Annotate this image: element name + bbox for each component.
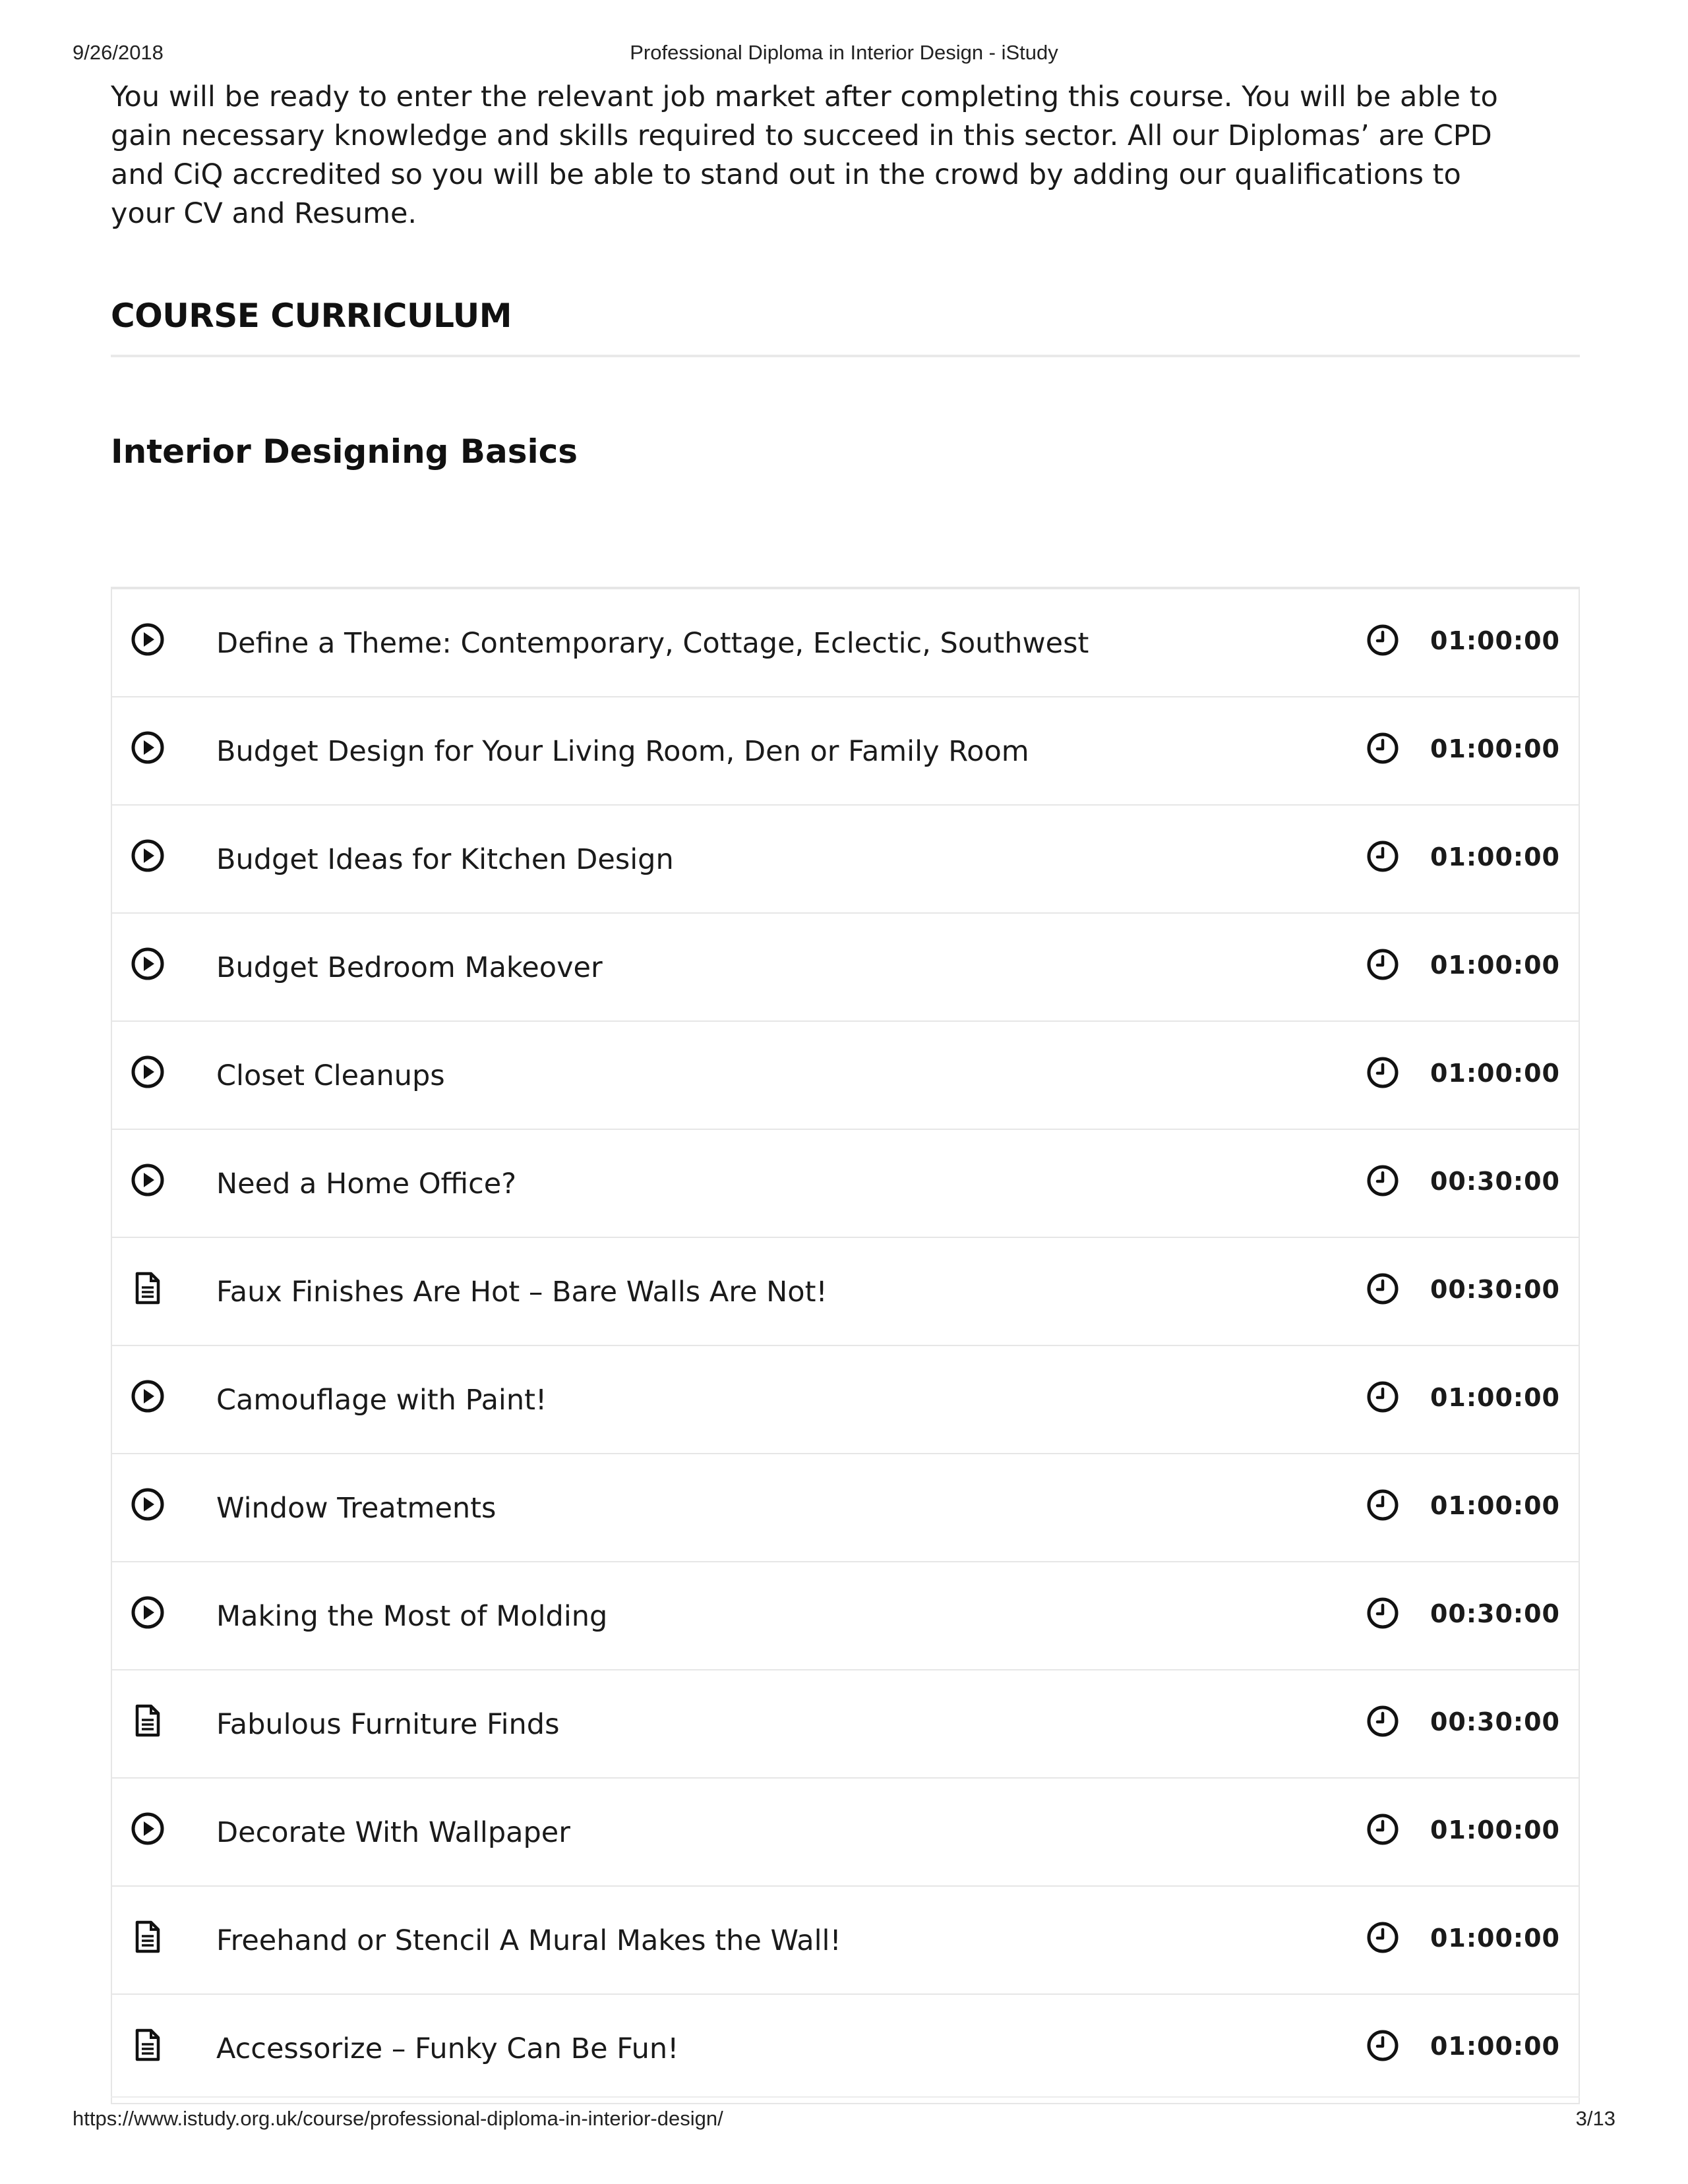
lesson-title[interactable]: Decorate With Wallpaper (216, 1816, 570, 1849)
play-circle-icon (129, 1486, 166, 1523)
lesson-duration: 01:00:00 (1430, 2032, 1560, 2061)
page-number: 3/13 (1575, 2107, 1615, 2130)
lesson-row[interactable] (112, 914, 1579, 1022)
lesson-row[interactable] (112, 1346, 1579, 1454)
print-page-title: Professional Diploma in Interior Design - iStudy (630, 41, 1058, 64)
curriculum-lesson-list (111, 587, 1580, 2104)
play-circle-icon (129, 1594, 166, 1631)
course-content (111, 78, 1580, 2065)
lesson-duration: 01:00:00 (1430, 1491, 1560, 1520)
lesson-duration: 01:00:00 (1430, 842, 1560, 871)
lesson-title[interactable]: Budget Design for Your Living Room, Den or Family Room (216, 735, 1029, 768)
footer-divider (111, 2096, 1580, 2098)
clock-icon (1365, 1163, 1401, 1198)
lesson-title[interactable]: Closet Cleanups (216, 1059, 445, 1092)
lesson-title[interactable]: Making the Most of Molding (216, 1600, 608, 1633)
print-header (73, 41, 1615, 67)
play-circle-icon (129, 729, 166, 766)
lesson-title[interactable]: Budget Bedroom Makeover (216, 951, 603, 984)
lesson-title[interactable]: Faux Finishes Are Hot – Bare Walls Are Not! (216, 1276, 828, 1309)
print-date: 9/26/2018 (73, 41, 164, 64)
lesson-duration: 01:00:00 (1430, 734, 1560, 763)
lesson-row[interactable] (112, 1670, 1579, 1779)
lesson-row[interactable] (112, 1022, 1579, 1130)
lesson-title[interactable]: Accessorize – Funky Can Be Fun! (216, 2032, 679, 2065)
clock-icon (1365, 1595, 1401, 1631)
print-url: https://www.istudy.org.uk/course/professional-diploma-in-interior-design/ (73, 2107, 723, 2130)
clock-icon (1365, 622, 1401, 658)
lesson-row[interactable] (112, 1887, 1579, 1995)
lesson-row[interactable] (112, 1130, 1579, 1238)
play-circle-icon (129, 621, 166, 658)
lesson-row[interactable] (112, 1779, 1579, 1887)
lesson-duration: 01:00:00 (1430, 1059, 1560, 1088)
lesson-duration: 00:30:00 (1430, 1275, 1560, 1304)
play-circle-icon (129, 1162, 166, 1198)
document-icon (129, 2026, 166, 2063)
lesson-duration: 00:30:00 (1430, 1707, 1560, 1736)
document-icon (129, 1270, 166, 1307)
lesson-row[interactable] (112, 1562, 1579, 1670)
lesson-duration: 01:00:00 (1430, 1383, 1560, 1412)
clock-icon (1365, 1271, 1401, 1307)
lesson-duration: 01:00:00 (1430, 1815, 1560, 1845)
clock-icon (1365, 1055, 1401, 1090)
lesson-title[interactable]: Need a Home Office? (216, 1167, 517, 1200)
lesson-title[interactable]: Freehand or Stencil A Mural Makes the Wall! (216, 1924, 841, 1957)
clock-icon (1365, 1920, 1401, 1955)
lesson-row[interactable] (112, 697, 1579, 806)
play-circle-icon (129, 837, 166, 874)
print-footer (73, 2107, 1615, 2133)
play-circle-icon (129, 945, 166, 982)
clock-icon (1365, 947, 1401, 982)
document-icon (129, 1918, 166, 1955)
play-circle-icon (129, 1053, 166, 1090)
clock-icon (1365, 2028, 1401, 2063)
play-circle-icon (129, 1378, 166, 1415)
lesson-duration: 00:30:00 (1430, 1599, 1560, 1628)
lesson-duration: 01:00:00 (1430, 1924, 1560, 1953)
lesson-duration: 01:00:00 (1430, 626, 1560, 655)
course-curriculum-heading: COURSE CURRICULUM (111, 297, 512, 335)
lesson-duration: 00:30:00 (1430, 1167, 1560, 1196)
lesson-row[interactable] (112, 1454, 1579, 1562)
lesson-title[interactable]: Camouflage with Paint! (216, 1384, 547, 1417)
lesson-title[interactable]: Window Treatments (216, 1492, 497, 1525)
curriculum-section-title: Interior Designing Basics (111, 432, 578, 471)
lesson-row[interactable] (112, 589, 1579, 697)
lesson-row[interactable] (112, 1238, 1579, 1346)
lesson-row[interactable] (112, 806, 1579, 914)
clock-icon (1365, 1703, 1401, 1739)
lesson-row[interactable] (112, 1995, 1579, 2103)
clock-icon (1365, 1487, 1401, 1523)
clock-icon (1365, 730, 1401, 766)
lesson-duration: 01:00:00 (1430, 951, 1560, 980)
course-intro-paragraph: You will be ready to enter the relevant job market after completing this course. You will be able to gain necessary knowledge and skills required to succeed in this sector. All our Diplomas’ are CPD and CiQ accredited so you will be able to stand out in the crowd by adding our qualifications to your CV and Resume. (111, 80, 1498, 230)
lesson-title[interactable]: Budget Ideas for Kitchen Design (216, 843, 674, 876)
clock-icon (1365, 1379, 1401, 1415)
heading-divider (111, 355, 1580, 357)
document-icon (129, 1702, 166, 1739)
clock-icon (1365, 1812, 1401, 1847)
play-circle-icon (129, 1810, 166, 1847)
clock-icon (1365, 839, 1401, 874)
lesson-title[interactable]: Define a Theme: Contemporary, Cottage, Eclectic, Southwest (216, 627, 1089, 660)
lesson-title[interactable]: Fabulous Furniture Finds (216, 1708, 560, 1741)
